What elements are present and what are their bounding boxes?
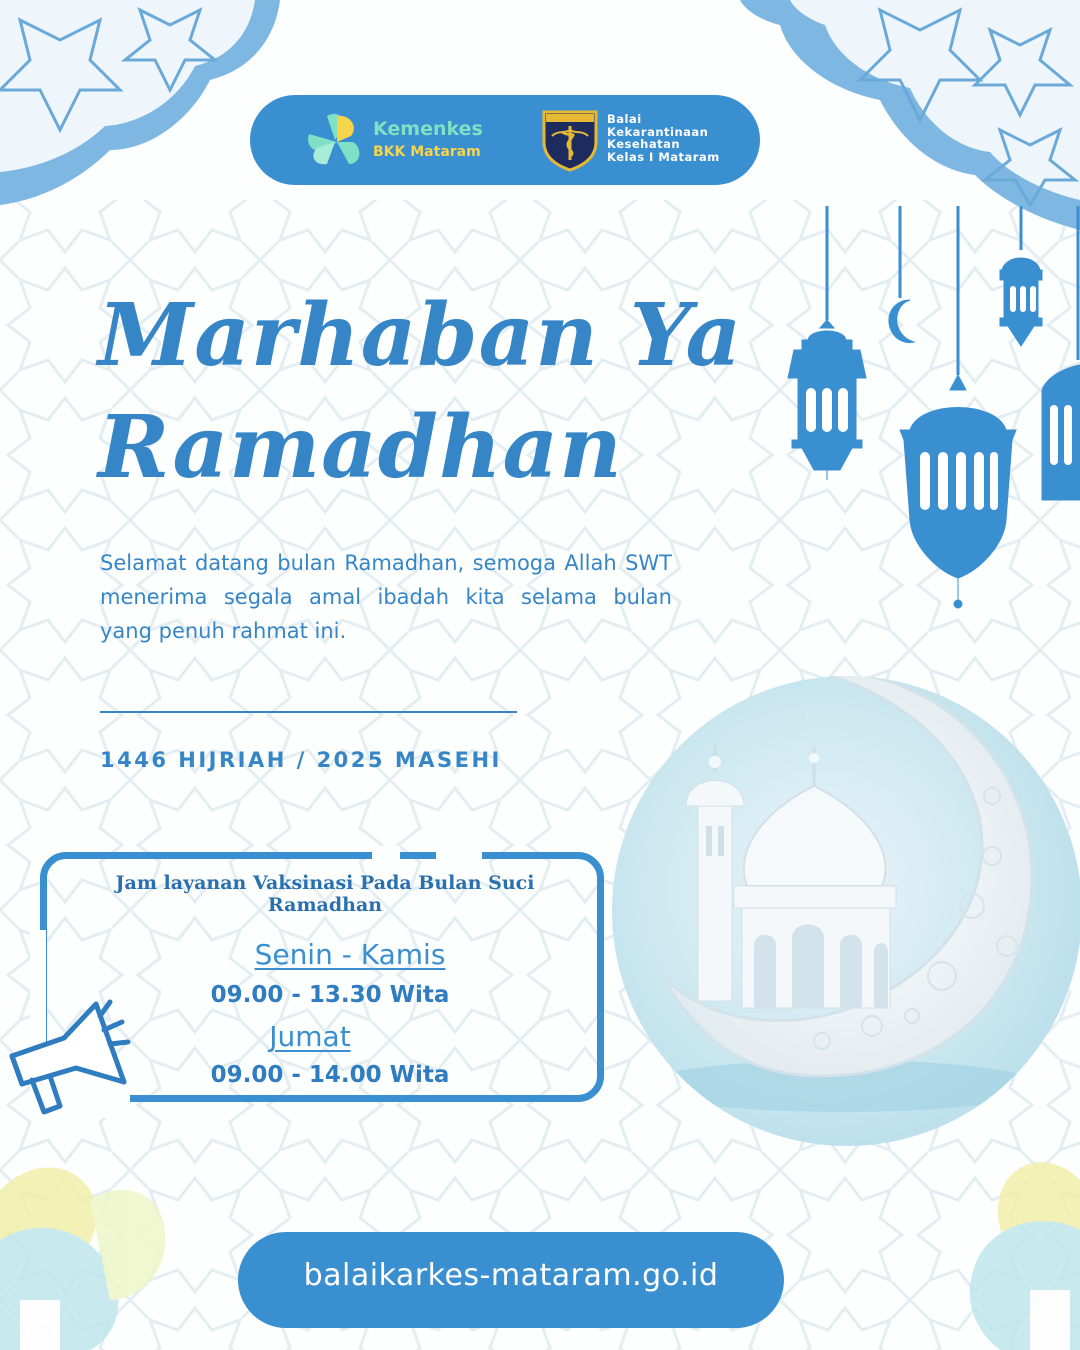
kemenkes-unit: BKK Mataram	[373, 144, 481, 160]
megaphone-icon	[4, 996, 132, 1120]
quarantine-emblem-icon	[540, 108, 600, 172]
institution-line: Kelas I Mataram	[607, 149, 720, 164]
institution-line: Kekarantinaan	[607, 124, 709, 139]
hanging-lanterns	[780, 200, 1080, 620]
date-line: 1446 HIJRIAH / 2025 MASEHI	[100, 748, 502, 772]
institution-name	[607, 113, 757, 163]
mosque-illustration	[612, 676, 1080, 1146]
schedule-day: Jumat	[269, 1020, 351, 1053]
kemenkes-logo-icon	[305, 112, 367, 168]
divider	[100, 711, 517, 713]
crescent-icon	[889, 300, 914, 343]
website-link[interactable]: balaikarkes-mataram.go.id	[303, 1258, 719, 1293]
greeting-text: Selamat datang bulan Ramadhan, semoga Allah SWT menerima segala amal ibadah kita selama bulan yang penuh rahmat ini.	[100, 551, 672, 643]
schedule-hours: 09.00 - 13.30 Wita	[210, 982, 450, 1008]
crescent-mosque-image	[612, 676, 1080, 1146]
box-gap	[372, 846, 400, 862]
schedule-day: Senin - Kamis	[254, 938, 446, 971]
schedule-hours: 09.00 - 14.00 Wita	[210, 1062, 450, 1088]
title-line-1: Marhaban Ya	[98, 285, 743, 386]
kemenkes-name: Kemenkes	[373, 118, 483, 140]
lantern-icon	[1042, 365, 1080, 500]
service-title: Jam layanan Vaksinasi Pada Bulan Suci Ramadhan	[115, 872, 535, 916]
box-gap	[436, 846, 482, 862]
institution-line: Kesehatan	[607, 137, 681, 151]
title-line-2: Ramadhan	[98, 397, 623, 498]
page-title	[98, 280, 778, 504]
institution-line: Balai	[607, 112, 642, 126]
